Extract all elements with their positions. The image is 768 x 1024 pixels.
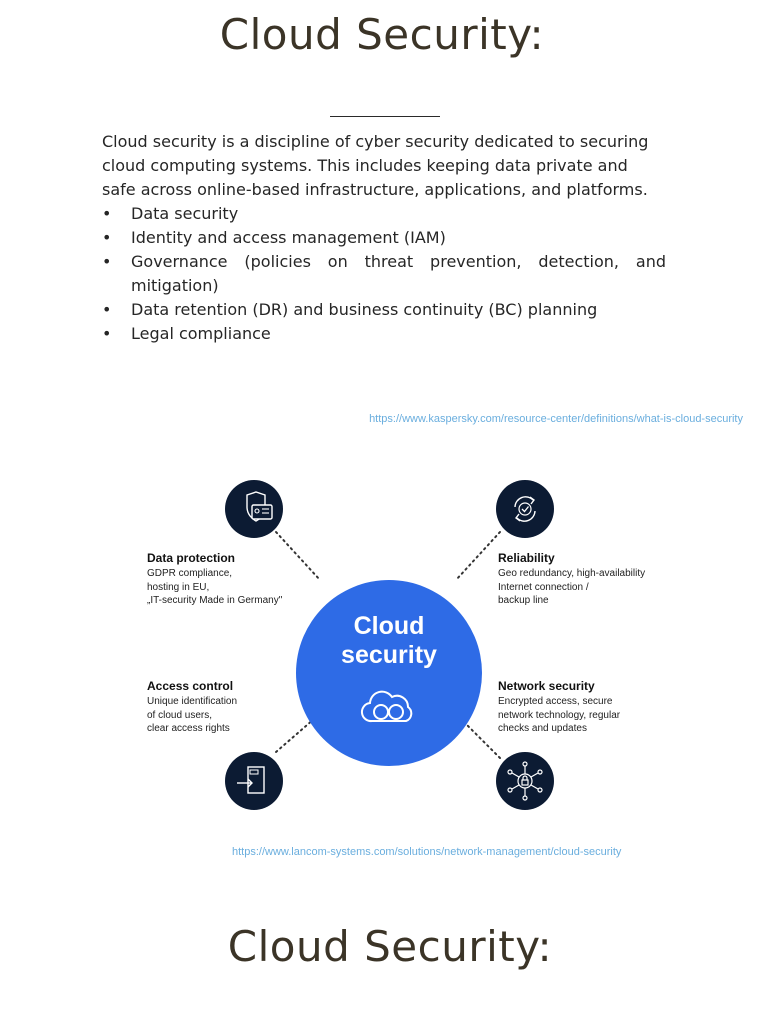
feature-data-protection: Data protection GDPR compliance, hosting in EU, „IT-security Made in Germany"	[147, 551, 283, 606]
page-title: Cloud Security:	[219, 10, 545, 59]
shield-id-card-icon	[225, 480, 283, 538]
bullet-item-data-retention: • Data retention (DR) and business continuity (BC) planning	[102, 298, 666, 322]
refresh-check-icon	[496, 480, 554, 538]
page-title-repeat: Cloud Security:	[227, 922, 553, 971]
title-underline-divider	[330, 116, 440, 117]
source-link-kaspersky[interactable]: https://www.kaspersky.com/resource-center/definitions/what-is-cloud-security	[369, 413, 743, 425]
bullet-item-governance: • Governance (policies on threat prevention, detection, and mitigation)	[102, 252, 666, 295]
bullet-marker: •	[102, 228, 112, 247]
connector-reliability	[456, 532, 500, 580]
cloud-security-center-circle	[296, 580, 482, 766]
network-lock-icon	[496, 752, 554, 810]
bullet-list	[102, 202, 666, 346]
bullet-marker: •	[102, 300, 112, 319]
bullet-marker: •	[102, 252, 112, 271]
source-link-lancom[interactable]: https://www.lancom-systems.com/solutions/network-management/cloud-security	[232, 846, 622, 858]
bullet-item-legal-compliance: • Legal compliance	[102, 322, 666, 346]
bullet-marker: •	[102, 324, 112, 343]
login-door-icon	[225, 752, 283, 810]
intro-paragraph: Cloud security is a discipline of cyber security dedicated to securing cloud computing systems. This includes keeping data private and safe across online-based infrastructure, applications, and platforms.	[102, 132, 649, 199]
cloud-icon	[356, 685, 422, 729]
bullet-item-data-security: • Data security	[102, 202, 666, 226]
feature-access-control: Access control Unique identification of cloud users, clear access rights	[147, 679, 238, 734]
feature-network-security: Network security Encrypted access, secure network technology, regular checks and updates	[498, 679, 621, 734]
cloud-security-infographic	[0, 460, 768, 830]
center-label: Cloud security	[341, 612, 437, 669]
bullet-item-iam: • Identity and access management (IAM)	[102, 226, 666, 250]
bullet-marker: •	[102, 204, 112, 223]
feature-reliability: Reliability Geo redundancy, high-availability Internet connection / backup line	[498, 551, 646, 606]
